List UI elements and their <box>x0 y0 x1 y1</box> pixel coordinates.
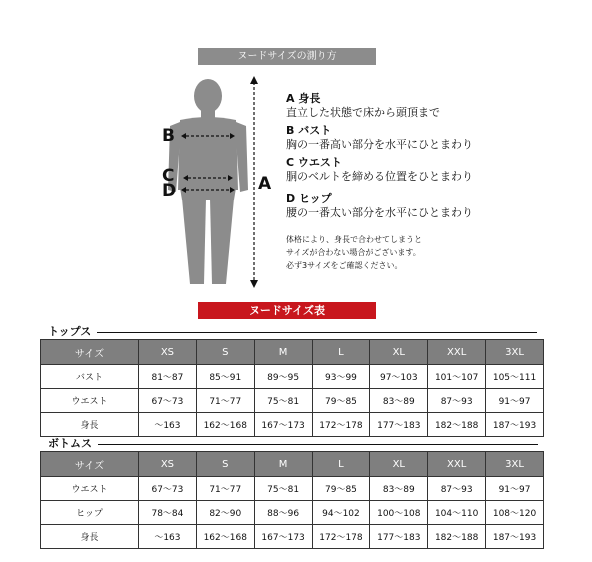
measure-hip-desc: 腰の一番太い部分を水平にひとまわり <box>286 206 473 219</box>
header-cell: XL <box>370 340 428 365</box>
measure-waist-desc: 胴のベルトを締める位置をひとまわり <box>286 170 473 183</box>
table-cell: 81～87 <box>139 365 197 389</box>
row-label: ウエスト <box>41 389 139 413</box>
header-cell: XS <box>139 452 197 477</box>
size-note <box>286 233 422 272</box>
measure-hip <box>286 192 473 220</box>
bottoms-size-table <box>40 451 544 549</box>
header-cell: 3XL <box>486 340 544 365</box>
row-label: 身長 <box>41 525 139 549</box>
table-cell: 162～168 <box>196 525 254 549</box>
letter-d: D <box>162 181 177 201</box>
table-cell: 79～85 <box>312 477 370 501</box>
tops-title: トップス <box>48 325 92 338</box>
row-label: バスト <box>41 365 139 389</box>
table-cell: 167～173 <box>254 525 312 549</box>
row-label: 身長 <box>41 413 139 437</box>
table-cell: 177～183 <box>370 525 428 549</box>
header-cell: S <box>196 340 254 365</box>
table-cell: 91～97 <box>486 477 544 501</box>
body-silhouette <box>150 70 280 295</box>
header-cell: サイズ <box>41 340 139 365</box>
note-line: サイズが合わない場合がございます。 <box>286 248 421 257</box>
measure-bust <box>286 124 473 152</box>
table-cell: 78～84 <box>139 501 197 525</box>
table-cell: 97～103 <box>370 365 428 389</box>
table-cell: 87～93 <box>428 389 486 413</box>
table-cell: 79～85 <box>312 389 370 413</box>
measure-bust-title: B バスト <box>286 124 332 137</box>
header-cell: M <box>254 340 312 365</box>
table-row <box>41 413 544 437</box>
bottoms-title: ボトムス <box>48 437 92 450</box>
table-cell: 87～93 <box>428 477 486 501</box>
header-cell: L <box>312 452 370 477</box>
table-cell: 83～89 <box>370 477 428 501</box>
table-cell: 75～81 <box>254 389 312 413</box>
measure-bust-desc: 胸の一番高い部分を水平にひとまわり <box>286 138 473 151</box>
tops-divider <box>97 332 537 333</box>
table-header-row <box>41 452 544 477</box>
header-cell: XL <box>370 452 428 477</box>
table-cell: 182～188 <box>428 413 486 437</box>
table-header-row <box>41 340 544 365</box>
nude-size-measure-banner: ヌードサイズの測り方 <box>198 48 376 65</box>
measure-height-title: A 身長 <box>286 92 321 105</box>
measure-height-desc: 直立した状態で床から頭頂まで <box>286 106 440 119</box>
table-cell: 182～188 <box>428 525 486 549</box>
tops-size-table <box>40 339 544 437</box>
table-cell: 172～178 <box>312 525 370 549</box>
table-row <box>41 477 544 501</box>
table-cell: 104～110 <box>428 501 486 525</box>
row-label: ウエスト <box>41 477 139 501</box>
header-cell: XS <box>139 340 197 365</box>
header-cell: M <box>254 452 312 477</box>
table-cell: 177～183 <box>370 413 428 437</box>
table-cell: 91～97 <box>486 389 544 413</box>
table-cell: 67～73 <box>139 389 197 413</box>
tops-section-title <box>48 326 537 338</box>
measure-waist-title: C ウエスト <box>286 156 342 169</box>
table-row <box>41 389 544 413</box>
measure-waist <box>286 156 473 184</box>
header-cell: XXL <box>428 340 486 365</box>
table-cell: 105～111 <box>486 365 544 389</box>
table-cell: ～163 <box>139 413 197 437</box>
table-cell: 71～77 <box>196 389 254 413</box>
table-cell: 89～95 <box>254 365 312 389</box>
letter-a: A <box>258 174 272 194</box>
header-cell: S <box>196 452 254 477</box>
table-cell: 167～173 <box>254 413 312 437</box>
table-cell: 85～91 <box>196 365 254 389</box>
table-cell: 88～96 <box>254 501 312 525</box>
table-cell: 187～193 <box>486 413 544 437</box>
header-cell: L <box>312 340 370 365</box>
note-line: 必ず3サイズをご確認ください。 <box>286 261 403 270</box>
header-cell: サイズ <box>41 452 139 477</box>
row-label: ヒップ <box>41 501 139 525</box>
bottoms-section-title <box>48 438 538 450</box>
table-cell: 94～102 <box>312 501 370 525</box>
header-cell: XXL <box>428 452 486 477</box>
header-cell: 3XL <box>486 452 544 477</box>
table-cell: 75～81 <box>254 477 312 501</box>
table-row <box>41 525 544 549</box>
table-row <box>41 365 544 389</box>
table-row <box>41 501 544 525</box>
table-cell: 108～120 <box>486 501 544 525</box>
table-cell: 67～73 <box>139 477 197 501</box>
table-cell: 172～178 <box>312 413 370 437</box>
measure-hip-title: D ヒップ <box>286 192 332 205</box>
table-cell: 100～108 <box>370 501 428 525</box>
nude-size-table-banner: ヌードサイズ表 <box>198 302 376 319</box>
table-cell: 71～77 <box>196 477 254 501</box>
letter-c: C <box>162 166 175 186</box>
table-cell: 82～90 <box>196 501 254 525</box>
table-cell: 83～89 <box>370 389 428 413</box>
table-cell: 101～107 <box>428 365 486 389</box>
table-cell: 162～168 <box>196 413 254 437</box>
table-cell: 187～193 <box>486 525 544 549</box>
table-cell: 93～99 <box>312 365 370 389</box>
note-line: 体格により、身長で合わせてしまうと <box>286 235 422 244</box>
measure-height <box>286 92 440 120</box>
bottoms-divider <box>98 444 538 445</box>
table-cell: ～163 <box>139 525 197 549</box>
letter-b: B <box>162 126 175 146</box>
